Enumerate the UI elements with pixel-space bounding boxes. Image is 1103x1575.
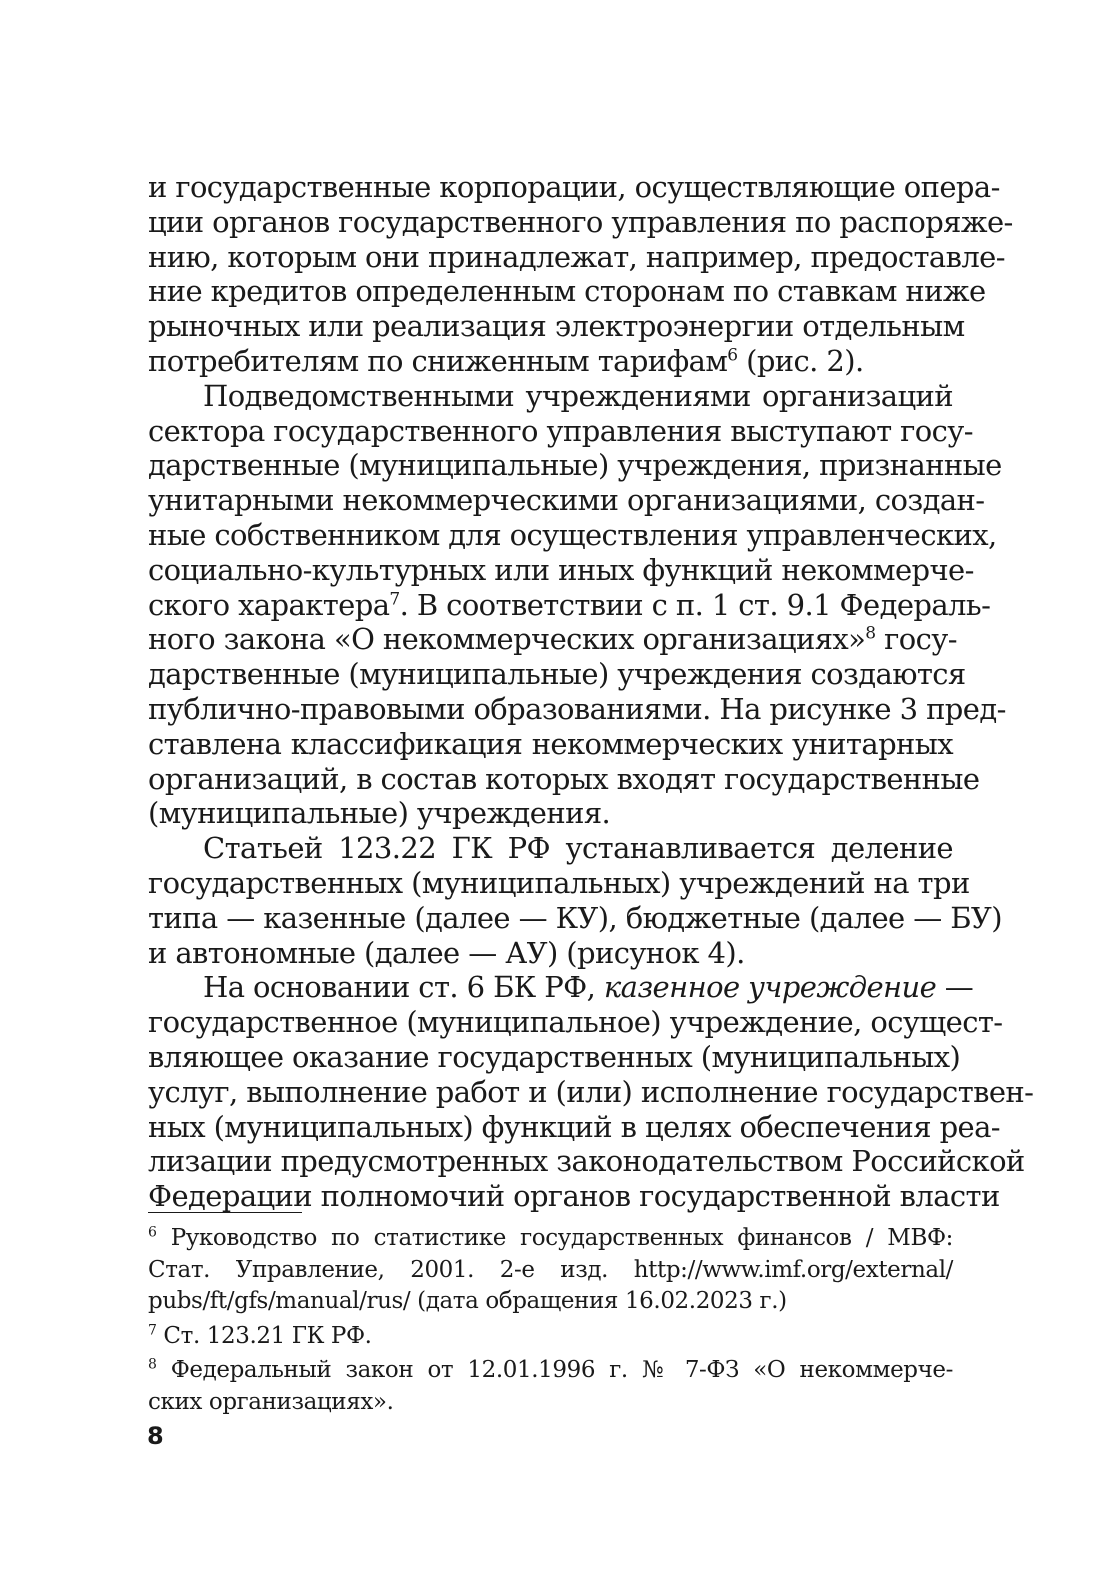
footnote-text: Федеральный закон от 12.01.1996 г. № 7-ФЗ «О некоммерче- — [156, 1357, 953, 1383]
footnote-7 — [148, 1321, 953, 1353]
footnote-mark: 7 — [148, 1321, 157, 1338]
text-line: типа — казенные (далее — КУ), бюджетные (далее — БУ) — [148, 900, 1002, 935]
text-line: ции органов государственного управления по распоряже- — [148, 204, 1013, 239]
text-line: лизации предусмотренных законодательством Российской — [148, 1144, 1025, 1179]
text-line: дарственные (муниципальные) учреждения, признанные — [148, 448, 1002, 483]
text-line: услуг, выполнение работ и (или) исполнение государствен- — [148, 1074, 1034, 1109]
footnote-ref-7: 7 — [389, 588, 400, 609]
footnote-line: Стат. Управление, 2001. 2-е изд. http://www.imf.org/external/ — [148, 1256, 953, 1283]
text-line: государственное (муниципальное) учреждение, осущест- — [148, 1005, 1003, 1040]
footnote-line: pubs/ft/gfs/manual/rus/ (дата обращения 16.02.2023 г.) — [148, 1288, 787, 1314]
paragraph-1 — [148, 170, 1013, 379]
text-line — [148, 344, 953, 379]
footnote-text: Ст. 123.21 ГК РФ. — [156, 1322, 372, 1349]
text-line: публично-правовыми образованиями. На рисунке 3 пред- — [148, 691, 1006, 726]
paragraph-2 — [148, 378, 1006, 831]
footnote-line — [148, 1321, 953, 1353]
text-line: нию, которым они принадлежат, например, предоставле- — [148, 239, 1005, 274]
footnote-ref-8: 8 — [865, 623, 876, 644]
text-line: ние кредитов определенным сторонам по ставкам ниже — [148, 274, 986, 309]
text-line: рыночных или реализация электроэнергии отдельным — [148, 309, 965, 344]
footnote-mark: 8 — [148, 1356, 157, 1373]
footnotes — [148, 1223, 953, 1418]
paragraph-3 — [148, 831, 1002, 970]
text-line: вляющее оказание государственных (муниципальных) — [148, 1039, 961, 1074]
footnote-line — [148, 1223, 953, 1255]
text-line: государственных (муниципальных) учреждений на три — [148, 865, 970, 900]
text-line: ные собственником для осуществления управленческих, — [148, 517, 997, 552]
text-span: . В соответствии с п. 1 ст. 9.1 Федераль- — [399, 587, 991, 622]
italic-term: казенное учреждение — [603, 970, 937, 1005]
text-line: организаций, в состав которых входят государственные — [148, 761, 980, 796]
text-line: Статьей 123.22 ГК РФ устанавливается деление — [203, 831, 953, 866]
footnote-6 — [148, 1223, 953, 1318]
page-number: 8 — [147, 1422, 164, 1450]
text-line: и автономные (далее — АУ) (рисунок 4). — [148, 935, 745, 970]
text-line: социально-культурных или иных функций некоммерче- — [148, 552, 974, 587]
footnote-ref-6: 6 — [727, 345, 738, 366]
text-line: сектора государственного управления выступают госу- — [148, 413, 973, 448]
text-span: ского характера — [148, 587, 390, 622]
text-line: Федерации полномочий органов государственной власти — [148, 1179, 1000, 1214]
text-span: ного закона «О некоммерческих организациях» — [148, 622, 866, 657]
text-span: — — [936, 970, 974, 1005]
text-line — [148, 587, 991, 623]
text-line: (муниципальные) учреждения. — [148, 796, 611, 831]
paragraph-4 — [148, 970, 1034, 1214]
footnote-line — [148, 1355, 953, 1387]
text-span: На основании ст. 6 БК РФ, — [203, 970, 604, 1005]
text-span: госу- — [875, 622, 957, 657]
footnote-divider — [148, 1212, 302, 1213]
footnote-mark: 6 — [148, 1224, 157, 1241]
text-span: потребителям по сниженным тарифам — [148, 343, 728, 378]
text-line — [148, 970, 974, 1005]
text-line: унитарными некоммерческими организациями, создан- — [148, 483, 985, 518]
text-span: (рис. 2). — [737, 343, 864, 378]
text-line: и государственные корпорации, осуществляющие опера- — [148, 170, 1000, 204]
footnote-text: Руководство по статистике государственных финансов / МВФ: — [156, 1225, 953, 1251]
text-line: ных (муниципальных) функций в целях обеспечения реа- — [148, 1109, 1000, 1144]
footnote-8 — [148, 1355, 953, 1418]
text-line: Подведомственными учреждениями организаций — [203, 378, 953, 413]
footnote-line: ских организациях». — [148, 1388, 394, 1415]
text-line: дарственные (муниципальные) учреждения создаются — [148, 657, 966, 692]
main-text — [148, 170, 1034, 1214]
text-line — [148, 622, 957, 657]
text-line: ставлена классификация некоммерческих унитарных — [148, 726, 953, 761]
